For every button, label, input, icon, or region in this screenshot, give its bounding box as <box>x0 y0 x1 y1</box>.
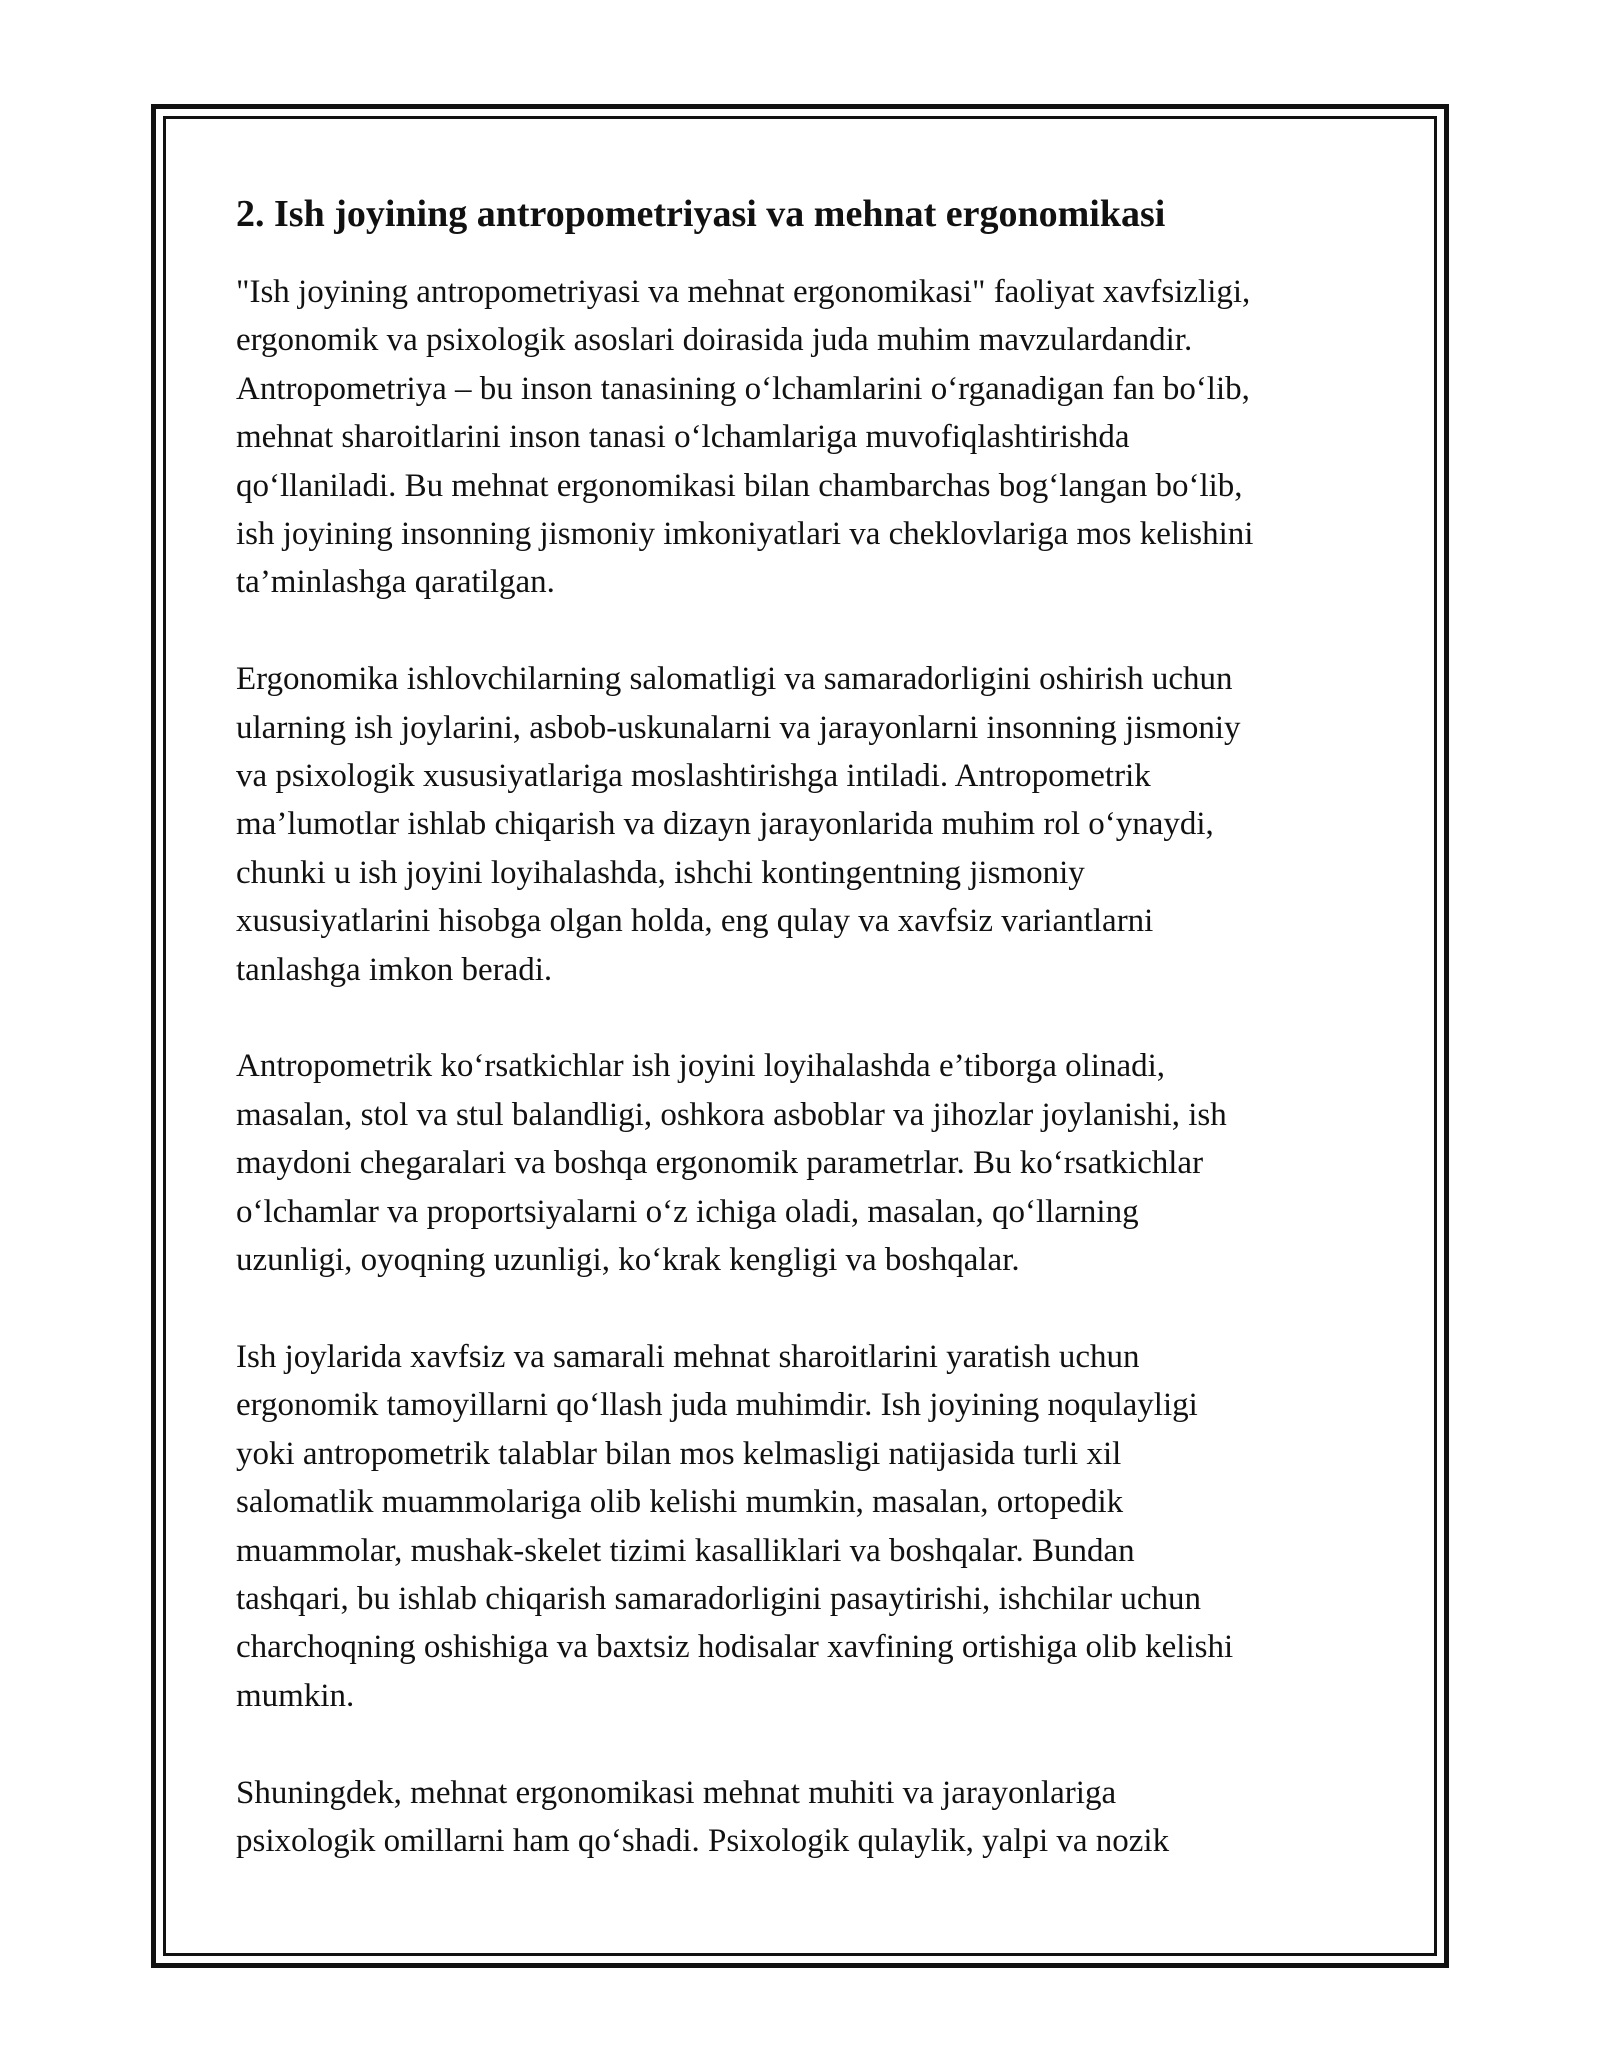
paragraph-line: Antropometriya – bu inson tanasining oʻlchamlarini oʻrganadigan fan boʻlib, <box>236 370 1250 407</box>
paragraph-line: xususiyatlarini hisobga olgan holda, eng qulay va xavfsiz variantlarni <box>236 903 1154 940</box>
paragraph-line: va psixologik xususiyatlariga moslashtirishga intiladi. Antropometrik <box>236 758 1151 795</box>
paragraph-container <box>236 268 1386 1865</box>
paragraph-line: psixologik omillarni ham qoʻshadi. Psixologik qulaylik, yalpi va nozik <box>236 1822 1170 1859</box>
paragraph <box>236 268 1386 607</box>
paragraph <box>236 1333 1386 1720</box>
paragraph-line: Ergonomika ishlovchilarning salomatligi va samaradorligini oshirish uchun <box>236 661 1233 698</box>
paragraph-line: charchoqning oshishiga va baxtsiz hodisalar xavfining ortishiga olib kelishi <box>236 1629 1234 1666</box>
paragraph-line: tashqari, bu ishlab chiqarish samaradorligini pasaytirishi, ishchilar uchun <box>236 1580 1202 1617</box>
paragraph-line: Shuningdek, mehnat ergonomikasi mehnat muhiti va jarayonlariga <box>236 1774 1117 1811</box>
paragraph-line: "Ish joyining antropometriyasi va mehnat ergonomikasi" faoliyat xavfsizligi, <box>236 274 1251 310</box>
paragraph-line: ergonomik va psixologik asoslari doirasida juda muhim mavzulardandir. <box>236 322 1193 359</box>
paragraph <box>236 1042 1386 1284</box>
paragraph <box>236 1769 1386 1866</box>
paragraph-line: salomatlik muammolariga olib kelishi mumkin, masalan, ortopedik <box>236 1484 1124 1521</box>
paragraph-line: ta’minlashga qaratilgan. <box>236 564 555 601</box>
section-title: 2. Ish joyining antropometriyasi va mehnat ergonomikasi <box>236 193 1166 235</box>
paragraph-line: muammolar, mushak-skelet tizimi kasalliklari va boshqalar. Bundan <box>236 1532 1135 1569</box>
paragraph-line: ish joyining insonning jismoniy imkoniyatlari va cheklovlariga mos kelishini <box>236 516 1254 553</box>
paragraph-line: mehnat sharoitlarini inson tanasi oʻlchamlariga muvofiqlashtirishda <box>236 419 1130 456</box>
paragraph-line: masalan, stol va stul balandligi, oshkora asboblar va jihozlar joylanishi, ish <box>236 1096 1227 1133</box>
paragraph-line: qoʻllaniladi. Bu mehnat ergonomikasi bilan chambarchas bogʻlangan boʻlib, <box>236 467 1243 504</box>
document-body <box>236 186 1386 1914</box>
paragraph-line: chunki u ish joyini loyihalashda, ishchi kontingentning jismoniy <box>236 854 1085 891</box>
paragraph-line: ularning ish joylarini, asbob-uskunalarni va jarayonlarni insonning jismoniy <box>236 709 1241 746</box>
paragraph-line: ma’lumotlar ishlab chiqarish va dizayn jarayonlarida muhim rol oʻynaydi, <box>236 806 1214 843</box>
paragraph-line: yoki antropometrik talablar bilan mos kelmasligi natijasida turli xil <box>236 1435 1122 1472</box>
paragraph-line: Ish joylarida xavfsiz va samarali mehnat sharoitlarini yaratish uchun <box>236 1338 1140 1375</box>
paragraph-line: oʻlchamlar va proportsiyalarni oʻz ichiga oladi, masalan, qoʻllarning <box>236 1193 1139 1230</box>
paragraph-line: maydoni chegaralari va boshqa ergonomik parametrlar. Bu koʻrsatkichlar <box>236 1145 1204 1182</box>
paragraph-line: uzunligi, oyoqning uzunligi, koʻkrak kengligi va boshqalar. <box>236 1242 1020 1279</box>
paragraph-line: Antropometrik koʻrsatkichlar ish joyini loyihalashda e’tiborga olinadi, <box>236 1048 1166 1085</box>
paragraph-line: tanlashga imkon beradi. <box>236 951 553 988</box>
paragraph-line: ergonomik tamoyillarni qoʻllash juda muhimdir. Ish joyining noqulayligi <box>236 1387 1198 1424</box>
paragraph-line: mumkin. <box>236 1677 355 1714</box>
paragraph <box>236 655 1386 994</box>
